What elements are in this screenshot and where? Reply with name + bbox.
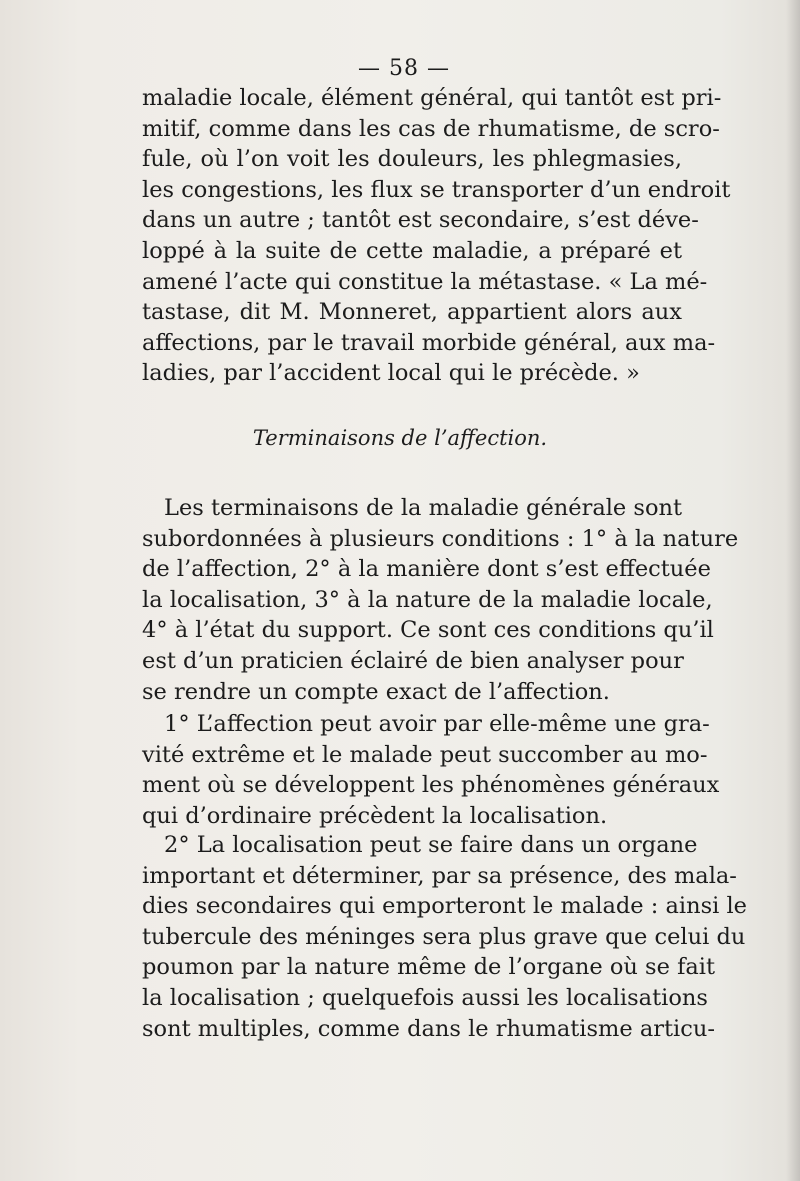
text-line: qui d’ordinaire précèdent la localisation.	[142, 802, 608, 829]
paragraph-continuation	[142, 83, 731, 389]
text-line: amené l’acte qui constitue la métastase. « La mé-	[142, 268, 708, 295]
page-edge-shadow	[786, 0, 800, 1181]
text-line: affections, par le travail morbide général, aux ma-	[142, 329, 716, 356]
text-line: Les terminaisons de la maladie générale sont	[164, 495, 683, 521]
section-heading: Terminaisons de l’affection.	[252, 426, 548, 450]
text-line: ladies, par l’accident local qui le précède. »	[142, 360, 640, 387]
page-number	[0, 56, 800, 81]
page-number-text: — 58 —	[358, 56, 450, 81]
text-line: poumon par la nature même de l’organe où se fait	[142, 954, 716, 981]
text-line: les congestions, les flux se transporter d’un endroit	[142, 176, 731, 203]
text-line: 4° à l’état du support. Ce sont ces conditions qu’il	[142, 617, 714, 644]
text-line: dans un autre ; tantôt est secondaire, s’est déve-	[142, 207, 699, 234]
text-line: de l’affection, 2° à la manière dont s’est effectuée	[142, 556, 711, 583]
text-line: est d’un praticien éclairé de bien analyser pour	[142, 647, 684, 674]
text-line: se rendre un compte exact de l’affection.	[142, 678, 610, 705]
text-line: 1° L’affection peut avoir par elle-même une gra-	[164, 711, 710, 737]
text-line: tastase, dit M. Monneret, appartient alors aux	[142, 299, 682, 326]
text-line: dies secondaires qui emporteront le malade : ainsi le	[142, 893, 747, 920]
text-line: ment où se développent les phénomènes généraux	[142, 772, 720, 799]
paragraph-point-1	[142, 709, 720, 831]
text-line: vité extrême et le malade peut succomber au mo-	[142, 741, 708, 768]
text-line: tubercule des méninges sera plus grave que celui du	[142, 923, 746, 950]
text-line: la localisation, 3° à la nature de la maladie locale,	[142, 586, 713, 613]
text-line: subordonnées à plusieurs conditions : 1° à la nature	[142, 525, 739, 552]
text-line: maladie locale, élément général, qui tantôt est pri-	[142, 85, 722, 111]
text-line: mitif, comme dans les cas de rhumatisme, de scro-	[142, 115, 720, 142]
text-line: la localisation ; quelquefois aussi les localisations	[142, 984, 708, 1011]
text-line: important et déterminer, par sa présence, des mala-	[142, 862, 737, 889]
text-line: fule, où l’on voit les douleurs, les phlegmasies,	[142, 146, 682, 173]
text-line: loppé à la suite de cette maladie, a préparé et	[142, 237, 682, 264]
paragraph-point-2	[142, 830, 747, 1044]
text-line: 2° La localisation peut se faire dans un organe	[164, 832, 698, 858]
text-line: sont multiples, comme dans le rhumatisme articu-	[142, 1015, 715, 1042]
paragraph-terminaisons	[142, 493, 739, 707]
